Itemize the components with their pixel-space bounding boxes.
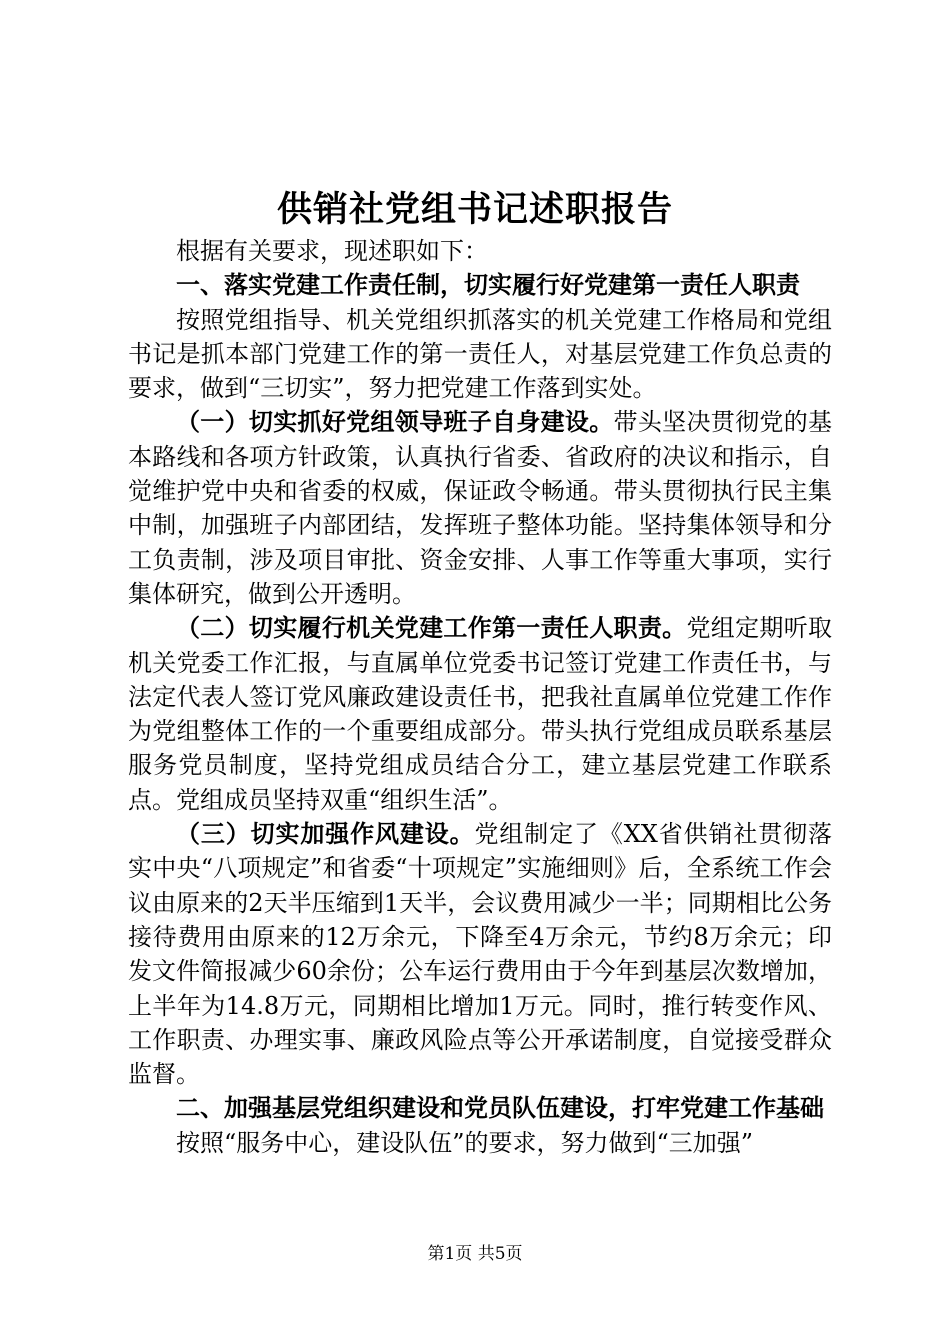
section1-item2-text: 党组定期听取机关党委工作汇报，与直属单位党委书记签订党建工作责任书，与法定代表人签订党风廉政建设责任书，把我社直属单位党建工作作为党组整体工作的一个重要组成部分。带头执行党组成员联系基层服务党员制度，坚持党组成员结合分工，建立基层党建工作联系点。党组成员坚持双重“组织生活”。	[128, 614, 833, 814]
section1-item3-text: 党组制定了《XX省供销社贯彻落实中央“八项规定”和省委“十项规定”实施细则》后，全系统工作会议由原来的2天半压缩到1天半，会议费用减少一半；同期相比公务接待费用由原来的12万余元，下降至4万余元，节约8万余元；印发文件简报减少60余份；公车运行费用由于今年到基层次数增加，上半年为14.8万元，同期相比增加1万元。同时，推行转变作风、工作职责、办理实事、廉政风险点等公开承诺制度，自觉接受群众监督。	[128, 820, 833, 1089]
intro-paragraph: 根据有关要求，现述职如下：	[176, 237, 488, 265]
page-footer: 第1页 共5页	[427, 1244, 523, 1264]
section1-item1-text: 带头坚决贯彻党的基本路线和各项方针政策，认真执行省委、省政府的决议和指示，自觉维护党中央和省委的权威，保证政令畅通。带头贯彻执行民主集中制，加强班子内部团结，发挥班子整体功能。坚持集体领导和分工负责制，涉及项目审批、资金安排、人事工作等重大事项，实行集体研究，做到公开透明。	[128, 408, 833, 608]
section1-item3-paragraph	[128, 817, 832, 1091]
section1-item2-paragraph	[128, 611, 832, 817]
section1-item2-lead: （二）切实履行机关党建工作第一责任人职责。	[176, 613, 687, 643]
section1-paragraph: 按照党组指导、机关党组织抓落实的机关党建工作格局和党组书记是抓本部门党建工作的第一责任人，对基层党建工作负总责的要求，做到“三切实”，努力把党建工作落到实处。	[128, 305, 832, 403]
document-body	[128, 234, 832, 1160]
section1-item1-lead: （一）切实抓好党组领导班子自身建设。	[176, 407, 614, 437]
section2-heading: 二、加强基层党组织建设和党员队伍建设，打牢党建工作基础	[176, 1093, 824, 1123]
section1-item1-paragraph	[128, 405, 832, 611]
document-title: 供销社党组书记述职报告	[276, 189, 673, 230]
section1-item3-lead: （三）切实加强作风建设。	[176, 819, 475, 849]
section1-heading: 一、落实党建工作责任制，切实履行好党建第一责任人职责	[176, 270, 800, 300]
section2-paragraph: 按照“服务中心，建设队伍”的要求，努力做到“三加强”	[176, 1128, 754, 1157]
